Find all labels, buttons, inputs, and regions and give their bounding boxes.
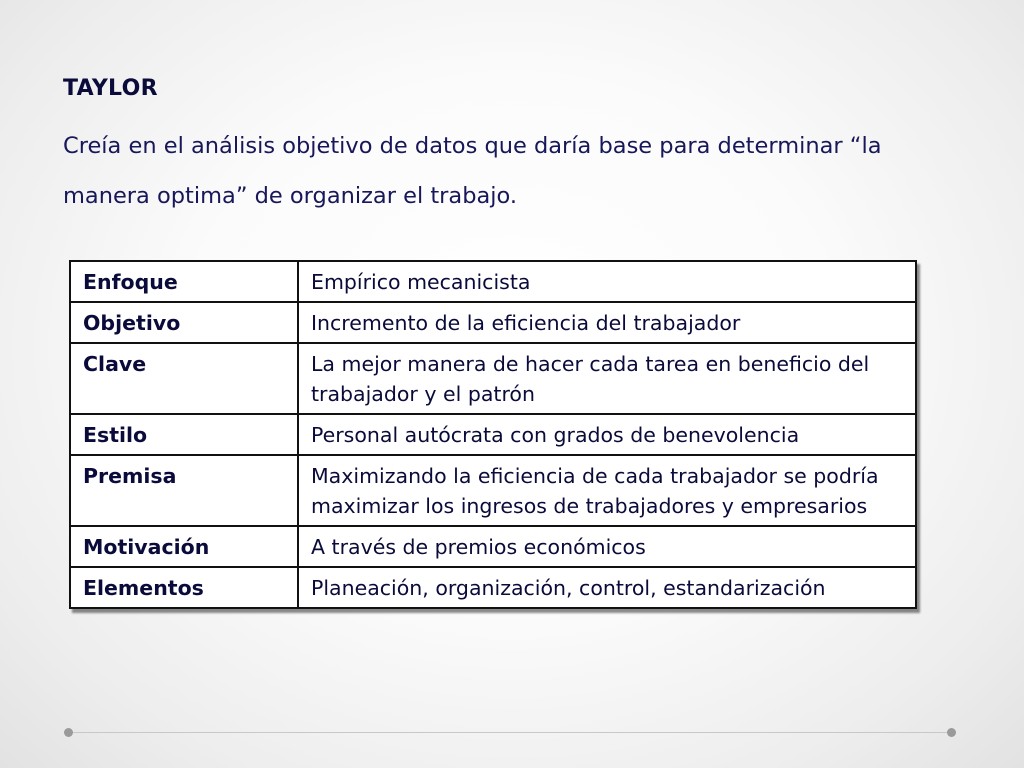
footer-divider (69, 732, 951, 733)
table-row (70, 414, 916, 455)
info-table-frame (69, 260, 917, 609)
row-key: Motivación (70, 526, 298, 567)
row-value: Incremento de la eficiencia del trabajador (298, 302, 916, 343)
slide-subtitle: Creía en el análisis objetivo de datos que daría base para determinar “la manera optima” de organizar el trabajo. (63, 133, 882, 209)
info-table (69, 260, 917, 609)
table-row (70, 567, 916, 608)
table-row (70, 343, 916, 414)
row-key: Elementos (70, 567, 298, 608)
row-value: Personal autócrata con grados de benevolencia (298, 414, 916, 455)
row-key: Clave (70, 343, 298, 414)
row-value: Empírico mecanicista (298, 261, 916, 302)
row-value: La mejor manera de hacer cada tarea en beneficio del trabajador y el patrón (298, 343, 916, 414)
row-key: Enfoque (70, 261, 298, 302)
table-row (70, 261, 916, 302)
table-row (70, 302, 916, 343)
row-value: Planeación, organización, control, estandarización (298, 567, 916, 608)
row-key: Objetivo (70, 302, 298, 343)
row-key: Premisa (70, 455, 298, 526)
table-row (70, 455, 916, 526)
row-key: Estilo (70, 414, 298, 455)
right-dot-icon (947, 728, 956, 737)
left-dot-icon (64, 728, 73, 737)
row-value: A través de premios económicos (298, 526, 916, 567)
row-value: Maximizando la eficiencia de cada trabajador se podría maximizar los ingresos de trabajadores y empresarios (298, 455, 916, 526)
table-row (70, 526, 916, 567)
slide-title: TAYLOR (63, 76, 158, 101)
